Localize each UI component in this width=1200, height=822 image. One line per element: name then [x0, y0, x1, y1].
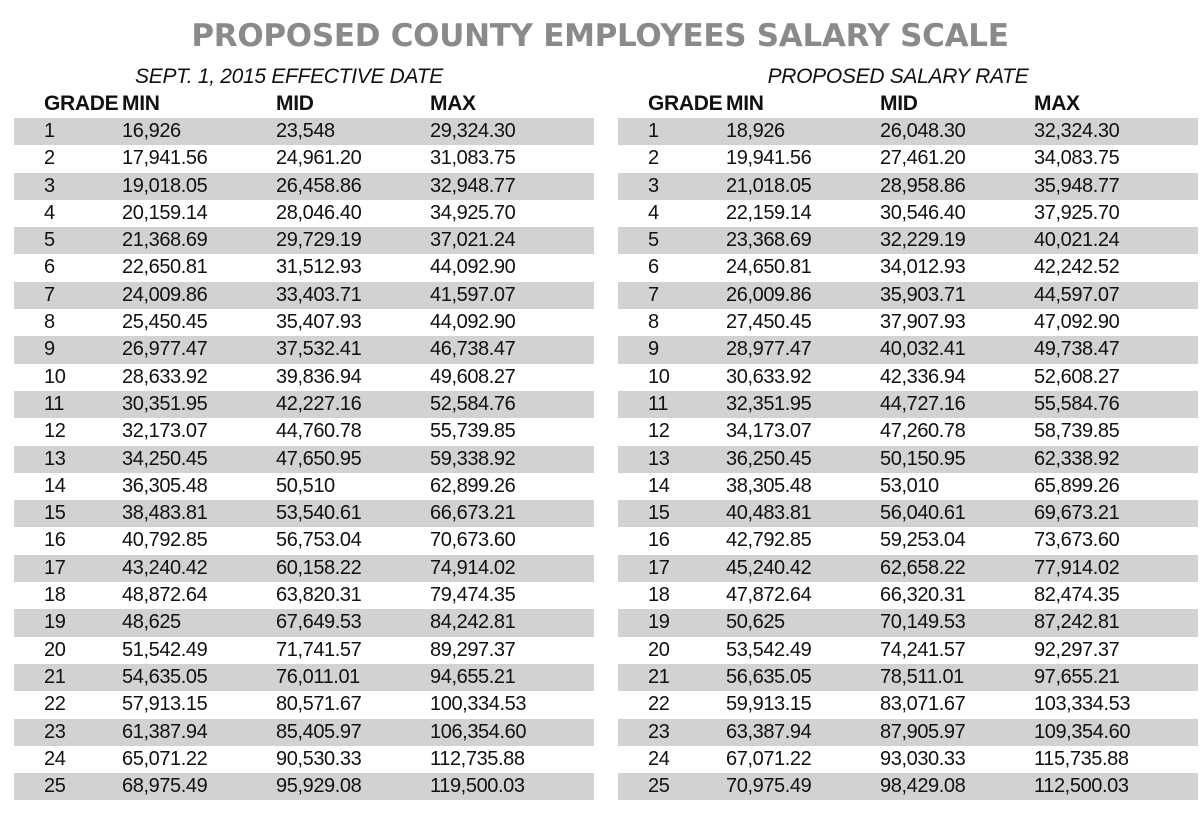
cell-max: 73,673.60 [1034, 529, 1120, 552]
table-row [14, 418, 594, 445]
table-row [618, 200, 1198, 227]
cell-max: 77,914.02 [1034, 556, 1120, 579]
cell-grade: 4 [648, 201, 659, 224]
cell-mid: 67,649.53 [276, 611, 362, 634]
cell-mid: 70,149.53 [880, 611, 966, 634]
table-row [14, 691, 594, 718]
cell-mid: 42,336.94 [880, 365, 966, 388]
cell-max: 62,338.92 [1034, 447, 1120, 470]
cell-grade: 14 [648, 474, 670, 497]
cell-min: 19,018.05 [122, 174, 208, 197]
cell-max: 84,242.81 [430, 611, 516, 634]
cell-mid: 98,429.08 [880, 775, 966, 798]
header-mid: MID [276, 92, 314, 115]
table-row [618, 227, 1198, 254]
table-row [618, 637, 1198, 664]
cell-grade: 2 [44, 147, 55, 170]
cell-min: 25,450.45 [122, 311, 208, 334]
table-row [618, 254, 1198, 281]
cell-min: 40,483.81 [726, 502, 812, 525]
cell-grade: 8 [44, 311, 55, 334]
cell-max: 94,655.21 [430, 665, 516, 688]
cell-min: 16,926 [122, 120, 181, 142]
cell-grade: 24 [648, 747, 670, 770]
header-min: MIN [122, 92, 160, 115]
cell-mid: 24,961.20 [276, 147, 362, 170]
cell-grade: 25 [648, 775, 670, 798]
cell-max: 52,608.27 [1034, 365, 1120, 388]
cell-max: 55,584.76 [1034, 392, 1120, 415]
table-row [14, 118, 594, 145]
cell-max: 106,354.60 [430, 720, 527, 743]
cell-grade: 9 [648, 338, 659, 361]
cell-mid: 26,458.86 [276, 174, 362, 197]
cell-mid: 32,229.19 [880, 229, 966, 252]
right-salary-table [618, 64, 1198, 800]
cell-grade: 7 [648, 283, 659, 306]
cell-min: 26,977.47 [122, 338, 208, 361]
cell-min: 30,633.92 [726, 365, 812, 388]
cell-grade: 23 [648, 720, 670, 743]
header-grade: GRADE [44, 92, 119, 115]
cell-max: 41,597.07 [430, 283, 516, 306]
cell-max: 115,735.88 [1034, 747, 1129, 770]
cell-grade: 16 [648, 529, 670, 552]
table-row [618, 118, 1198, 145]
cell-min: 17,941.56 [122, 147, 208, 170]
header-max: MAX [1034, 92, 1080, 115]
cell-max: 44,092.90 [430, 311, 516, 334]
cell-grade: 15 [44, 502, 66, 525]
cell-min: 53,542.49 [726, 638, 812, 661]
cell-mid: 93,030.33 [880, 747, 966, 770]
cell-mid: 56,753.04 [276, 529, 362, 552]
cell-min: 21,018.05 [726, 174, 812, 197]
cell-mid: 37,532.41 [276, 338, 362, 361]
cell-max: 35,948.77 [1034, 174, 1120, 197]
cell-mid: 27,461.20 [880, 147, 966, 170]
table-row [14, 664, 594, 691]
cell-mid: 71,741.57 [276, 638, 362, 661]
cell-mid: 85,405.97 [276, 720, 362, 743]
table-row [14, 391, 594, 418]
right-table-header [618, 90, 1198, 118]
cell-grade: 21 [44, 665, 66, 688]
table-row [14, 446, 594, 473]
cell-max: 34,925.70 [430, 201, 516, 224]
cell-min: 38,483.81 [122, 502, 208, 525]
cell-max: 112,735.88 [430, 747, 525, 770]
cell-mid: 80,571.67 [276, 693, 362, 716]
table-row [618, 664, 1198, 691]
cell-max: 62,899.26 [430, 474, 516, 497]
cell-mid: 47,650.95 [276, 447, 362, 470]
cell-mid: 34,012.93 [880, 256, 966, 279]
cell-max: 66,673.21 [430, 502, 516, 525]
cell-mid: 59,253.04 [880, 529, 966, 552]
cell-mid: 44,727.16 [880, 392, 966, 415]
table-row [14, 336, 594, 363]
cell-grade: 9 [44, 338, 55, 361]
header-mid: MID [880, 92, 918, 115]
cell-grade: 8 [648, 311, 659, 334]
cell-min: 50,625 [726, 611, 785, 634]
cell-mid: 47,260.78 [880, 420, 966, 443]
cell-min: 51,542.49 [122, 638, 208, 661]
cell-mid: 66,320.31 [880, 584, 966, 607]
table-row [618, 527, 1198, 554]
cell-max: 92,297.37 [1034, 638, 1120, 661]
cell-min: 45,240.42 [726, 556, 812, 579]
cell-grade: 10 [648, 365, 670, 388]
table-row [14, 555, 594, 582]
table-row [618, 473, 1198, 500]
cell-grade: 11 [648, 392, 668, 415]
table-row [14, 173, 594, 200]
cell-mid: 95,929.08 [276, 775, 362, 798]
table-row [618, 418, 1198, 445]
cell-max: 32,324.30 [1034, 120, 1120, 142]
table-row [14, 582, 594, 609]
cell-max: 49,738.47 [1034, 338, 1120, 361]
cell-mid: 90,530.33 [276, 747, 362, 770]
cell-mid: 35,903.71 [880, 283, 966, 306]
cell-min: 47,872.64 [726, 584, 812, 607]
table-row [618, 691, 1198, 718]
cell-min: 22,159.14 [726, 201, 812, 224]
header-min: MIN [726, 92, 764, 115]
cell-grade: 22 [648, 693, 670, 716]
cell-max: 59,338.92 [430, 447, 516, 470]
table-row [618, 582, 1198, 609]
cell-max: 112,500.03 [1034, 775, 1129, 798]
cell-min: 67,071.22 [726, 747, 812, 770]
cell-grade: 19 [648, 611, 670, 634]
cell-mid: 56,040.61 [880, 502, 966, 525]
cell-min: 65,071.22 [122, 747, 208, 770]
cell-mid: 28,958.86 [880, 174, 966, 197]
cell-grade: 23 [44, 720, 66, 743]
cell-max: 109,354.60 [1034, 720, 1131, 743]
cell-min: 56,635.05 [726, 665, 812, 688]
cell-grade: 1 [44, 120, 55, 142]
cell-max: 42,242.52 [1034, 256, 1120, 279]
cell-max: 52,584.76 [430, 392, 516, 415]
cell-grade: 18 [648, 584, 670, 607]
cell-grade: 24 [44, 747, 66, 770]
cell-mid: 39,836.94 [276, 365, 362, 388]
cell-mid: 42,227.16 [276, 392, 362, 415]
left-table-subtitle: SEPT. 1, 2015 EFFECTIVE DATE [135, 65, 443, 88]
table-row [14, 364, 594, 391]
cell-min: 22,650.81 [122, 256, 208, 279]
cell-min: 54,635.05 [122, 665, 208, 688]
cell-max: 65,899.26 [1034, 474, 1120, 497]
cell-min: 21,368.69 [122, 229, 208, 252]
cell-min: 48,625 [122, 611, 181, 634]
table-row [14, 609, 594, 636]
table-row [618, 500, 1198, 527]
cell-max: 37,925.70 [1034, 201, 1120, 224]
cell-grade: 6 [648, 256, 659, 279]
cell-min: 42,792.85 [726, 529, 812, 552]
cell-max: 79,474.35 [430, 584, 516, 607]
cell-min: 23,368.69 [726, 229, 812, 252]
cell-min: 40,792.85 [122, 529, 208, 552]
table-row [618, 282, 1198, 309]
cell-mid: 76,011.01 [276, 665, 360, 688]
header-grade: GRADE [648, 92, 723, 115]
cell-max: 69,673.21 [1034, 502, 1120, 525]
table-row [14, 527, 594, 554]
cell-mid: 53,540.61 [276, 502, 362, 525]
cell-mid: 37,907.93 [880, 311, 966, 334]
cell-grade: 22 [44, 693, 66, 716]
cell-mid: 23,548 [276, 120, 335, 142]
cell-mid: 50,510 [276, 474, 335, 497]
table-row [618, 746, 1198, 773]
cell-max: 87,242.81 [1034, 611, 1120, 634]
cell-min: 27,450.45 [726, 311, 812, 334]
cell-grade: 20 [648, 638, 670, 661]
cell-min: 43,240.42 [122, 556, 208, 579]
cell-max: 100,334.53 [430, 693, 527, 716]
cell-grade: 17 [44, 556, 66, 579]
table-row [14, 254, 594, 281]
cell-mid: 63,820.31 [276, 584, 362, 607]
cell-max: 31,083.75 [430, 147, 516, 170]
cell-min: 20,159.14 [122, 201, 208, 224]
left-table-header [14, 90, 594, 118]
cell-mid: 53,010 [880, 474, 939, 497]
cell-min: 30,351.95 [122, 392, 208, 415]
cell-mid: 83,071.67 [880, 693, 966, 716]
cell-grade: 21 [648, 665, 670, 688]
cell-min: 26,009.86 [726, 283, 812, 306]
cell-min: 59,913.15 [726, 693, 812, 716]
cell-grade: 4 [44, 201, 55, 224]
cell-min: 48,872.64 [122, 584, 208, 607]
cell-grade: 15 [648, 502, 670, 525]
cell-mid: 28,046.40 [276, 201, 362, 224]
cell-mid: 50,150.95 [880, 447, 966, 470]
cell-min: 28,633.92 [122, 365, 208, 388]
table-row [618, 364, 1198, 391]
cell-grade: 1 [648, 120, 659, 142]
cell-max: 119,500.03 [430, 775, 525, 798]
cell-grade: 7 [44, 283, 55, 306]
cell-grade: 6 [44, 256, 55, 279]
cell-grade: 14 [44, 474, 66, 497]
cell-max: 32,948.77 [430, 174, 516, 197]
cell-min: 36,250.45 [726, 447, 812, 470]
cell-max: 29,324.30 [430, 120, 516, 142]
table-row [618, 145, 1198, 172]
table-row [14, 282, 594, 309]
cell-grade: 5 [648, 229, 659, 252]
cell-mid: 29,729.19 [276, 229, 362, 252]
table-row [618, 555, 1198, 582]
cell-mid: 30,546.40 [880, 201, 966, 224]
cell-max: 46,738.47 [430, 338, 516, 361]
cell-mid: 78,511.01 [880, 665, 964, 688]
table-row [14, 200, 594, 227]
cell-mid: 44,760.78 [276, 420, 362, 443]
cell-min: 28,977.47 [726, 338, 812, 361]
cell-grade: 3 [44, 174, 55, 197]
cell-max: 37,021.24 [430, 229, 516, 252]
cell-min: 32,351.95 [726, 392, 812, 415]
table-row [618, 173, 1198, 200]
table-row [618, 719, 1198, 746]
cell-mid: 33,403.71 [276, 283, 362, 306]
cell-mid: 62,658.22 [880, 556, 966, 579]
cell-min: 38,305.48 [726, 474, 812, 497]
header-max: MAX [430, 92, 476, 115]
table-row [618, 446, 1198, 473]
cell-grade: 3 [648, 174, 659, 197]
cell-max: 44,092.90 [430, 256, 516, 279]
cell-max: 44,597.07 [1034, 283, 1120, 306]
cell-min: 34,250.45 [122, 447, 208, 470]
table-row [14, 719, 594, 746]
right-table-subtitle: PROPOSED SALARY RATE [767, 65, 1029, 88]
cell-mid: 87,905.97 [880, 720, 966, 743]
cell-max: 49,608.27 [430, 365, 516, 388]
cell-grade: 17 [648, 556, 670, 579]
table-row [14, 309, 594, 336]
cell-max: 74,914.02 [430, 556, 516, 579]
cell-mid: 40,032.41 [880, 338, 966, 361]
table-row [618, 336, 1198, 363]
cell-min: 36,305.48 [122, 474, 208, 497]
cell-max: 55,739.85 [430, 420, 516, 443]
table-row [14, 473, 594, 500]
cell-max: 58,739.85 [1034, 420, 1120, 443]
cell-grade: 11 [44, 392, 64, 415]
cell-min: 24,650.81 [726, 256, 812, 279]
cell-grade: 5 [44, 229, 55, 252]
table-row [618, 309, 1198, 336]
table-row [618, 609, 1198, 636]
cell-mid: 35,407.93 [276, 311, 362, 334]
cell-grade: 2 [648, 147, 659, 170]
cell-mid: 74,241.57 [880, 638, 966, 661]
table-row [618, 773, 1198, 800]
cell-grade: 12 [648, 420, 670, 443]
cell-min: 19,941.56 [726, 147, 812, 170]
cell-min: 32,173.07 [122, 420, 208, 443]
cell-grade: 20 [44, 638, 66, 661]
table-row [14, 746, 594, 773]
cell-min: 61,387.94 [122, 720, 208, 743]
cell-max: 89,297.37 [430, 638, 516, 661]
page-title: PROPOSED COUNTY EMPLOYEES SALARY SCALE [191, 18, 1009, 54]
cell-mid: 31,512.93 [276, 256, 362, 279]
cell-max: 34,083.75 [1034, 147, 1120, 170]
cell-min: 63,387.94 [726, 720, 812, 743]
table-row [618, 391, 1198, 418]
cell-max: 97,655.21 [1034, 665, 1120, 688]
cell-grade: 16 [44, 529, 66, 552]
cell-min: 70,975.49 [726, 775, 812, 798]
cell-min: 34,173.07 [726, 420, 812, 443]
cell-max: 103,334.53 [1034, 693, 1131, 716]
cell-grade: 10 [44, 365, 66, 388]
cell-grade: 25 [44, 775, 66, 798]
table-row [14, 637, 594, 664]
table-row [14, 773, 594, 800]
cell-mid: 26,048.30 [880, 120, 966, 142]
table-row [14, 145, 594, 172]
cell-min: 24,009.86 [122, 283, 208, 306]
right-table-body [618, 118, 1198, 800]
cell-grade: 13 [648, 447, 670, 470]
left-table-body [14, 118, 594, 800]
cell-max: 70,673.60 [430, 529, 516, 552]
cell-min: 57,913.15 [122, 693, 208, 716]
cell-grade: 12 [44, 420, 66, 443]
cell-grade: 13 [44, 447, 66, 470]
cell-max: 40,021.24 [1034, 229, 1120, 252]
cell-max: 82,474.35 [1034, 584, 1120, 607]
cell-min: 68,975.49 [122, 775, 208, 798]
cell-min: 18,926 [726, 120, 785, 142]
cell-max: 47,092.90 [1034, 311, 1120, 334]
table-row [14, 227, 594, 254]
cell-grade: 19 [44, 611, 66, 634]
cell-mid: 60,158.22 [276, 556, 362, 579]
left-salary-table [14, 64, 594, 800]
table-row [14, 500, 594, 527]
cell-grade: 18 [44, 584, 66, 607]
